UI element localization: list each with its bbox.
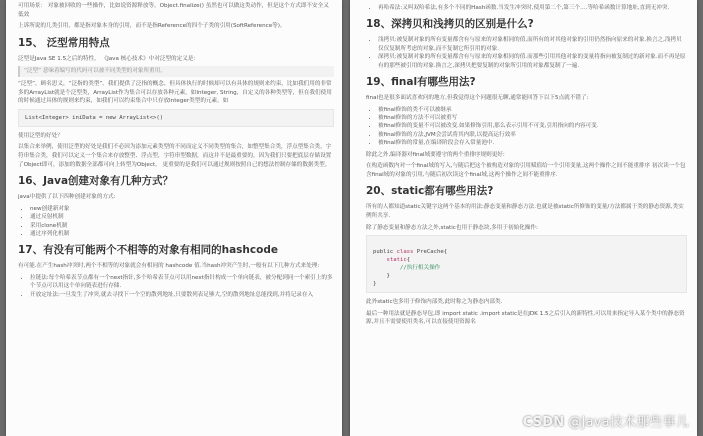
section-heading-18: 18、深拷贝和浅拷贝的区别是什么?	[366, 18, 534, 31]
list-item: • 被final修饰的常量,在编译阶段会存入常量池中.	[378, 139, 687, 147]
bullet-list	[366, 36, 687, 70]
paragraph: 除了静态变量和静态方法之外,static也用于静态块,多用于初始化操作:	[366, 224, 538, 231]
list-item: • 被final修饰的方法不可以被重写	[378, 114, 687, 122]
paragraph: 所有的人都知道static关键字这两个基本的用法:静态变量和静态方法.也就是被static所修饰的变量/方法都属于类的静态资源,类实例所共享.	[366, 204, 684, 220]
bullet-list	[366, 106, 687, 148]
bullet-list	[366, 4, 687, 12]
list-item: • 通过序列化机制	[30, 230, 334, 238]
list-item: • 再哈希法:又叫双哈希法,有多个不同的Hash函数.当发生冲突时,使用第二个,第三个….等哈希函数计算地址,直到无冲突.	[378, 4, 687, 12]
bullet-list	[18, 205, 334, 239]
list-item: • 被final修饰的变量不可以被改变.如果修饰引用,那么表示引用不可变,引用指向的内容可变.	[378, 122, 687, 130]
code-line: public class PreCache{	[373, 249, 448, 256]
section-heading-16: 16、Java创建对象有几种方式？	[18, 175, 174, 188]
blockquote	[18, 66, 334, 77]
list-item: • 被final修饰的类不可以被继承	[378, 106, 687, 114]
paragraph: 此外static也多用于修饰内部类,此时称之为静态内部类.	[366, 299, 503, 306]
section-heading-17: 17、有没有可能两个不相等的对象有相同的hashcode	[18, 244, 278, 257]
intro-paragraph: 上诉所说的几类引用，都是指对象本身的引用，而不是指Reference的四个子类的引用(SoftReference等)。	[18, 23, 286, 30]
paragraph: 在构造函数内对一个final域的写入,与随后把这个被构造对象的引用赋值给一个引用变量,这两个操作之间不能重排序 初次读一个包含final域的对象的引用,与随后初次读这个final域,这两个操作之间不能重排序.	[366, 163, 686, 178]
section-heading-15: 15、 泛型常用特点	[18, 36, 110, 49]
paragraph: 最后一种用法就是静态导包,即 import static .import static是在JDK 1.5之后引入的新特性,可以用来指定导入某个类中的静态资源,并且不需要使用类名,可以直接使用资源名	[366, 310, 685, 326]
paragraph: 泛型是Java SE 1.5之后的特性， 《Java 核心技术》中对泛型的定义是：	[18, 55, 199, 62]
list-item: • 通过反射机制	[30, 213, 334, 221]
paragraph: “泛型”，顾名思义，“泛指的类型”。我们提供了泛指的概念，但具体执行的时候却可以有具体的规则来约束，比如我们用的非常多的ArrayList就是个泛型类，ArrayList作为集合可以存放各种元素，如Integer, String，自定义的各种类型等，但在我们使用的时候通过具体的规则来约束，如我们可以约束集合中只存放Integer类型的元素，如	[18, 80, 332, 105]
list-item: • 被final修饰的方法,JVM会尝试将其内联,以提高运行效率	[378, 131, 687, 139]
section-heading-19: 19、final有哪些用法?	[366, 76, 476, 89]
quote-text: “泛型” 意味着编写的代码可以被不同类型的对象所重用。	[24, 68, 166, 75]
list-item: • 拉链法:每个哈希表节点都有一个next指针,多个哈希表节点可以用next指针构成一个单向链表，被分配到同一个索引上的多个节点可以用这个单向链表进行存储.	[30, 274, 334, 291]
code-line: }	[373, 281, 377, 288]
section-heading-20: 20、static都有哪些用法?	[366, 185, 494, 198]
watermark-handle: @Java技术那些事儿	[568, 415, 689, 430]
paragraph: 有可能.在产生hash冲突时,两个不相等的对象就会有相同的 hashcode 值.当hash冲突产生时,一般有以下几种方式来处理:	[18, 263, 320, 270]
bullet-list	[18, 274, 334, 299]
paragraph: 以集合来举例，使用泛型的好处是我们不必因为添加元素类型的不同而定义不同类型的集合，如整型集合类，浮点型集合类，字符串集合类，我们可以定义一个集合来存放整型、浮点型，字符串型数据，而这并不是最重要的，因为我们只要把底层存储设置了Object即可，添加的数据全部都可向上转型为Object。 更重要的是我们可以通过规则按照自己的想法控制存储的数据类型。	[18, 144, 332, 168]
code-line: static{	[386, 257, 411, 264]
paragraph: 使用泛型的好处？	[18, 132, 63, 139]
intro-paragraph: 可用场景： 对象被回收的一些操作，比如说资源释放等。Object.finalize() 虽然也可以做这类动作，但是这个方式即不安全又低效	[18, 3, 329, 18]
code-line: //执行相关操作	[399, 265, 441, 272]
code-line: }	[373, 273, 390, 280]
code-block	[366, 235, 687, 293]
paragraph: java中提供了以下四种创建对象的方式:	[18, 194, 116, 201]
paragraph: 除此之外,编译器对final域要遵守的两个重排序规则更好:	[366, 151, 505, 158]
document-page-right	[350, 0, 697, 436]
paragraph: final也是很多面试喜欢问的地方,但我觉得这个问题很无聊,通常能回答下以下5点就不错了:	[366, 95, 589, 102]
list-item: • 深拷贝:被复制对象的所有变量都含有与原来的对象相同的值.而那些引用其他对象的变量将指向被复制过的新对象.而不再是原有的那些被引用的对象.换言之,深拷贝把要复制的对象所引用的对象都复制了一遍.	[378, 53, 687, 70]
document-page-left	[6, 0, 342, 436]
list-item: • 浅拷贝:被复制对象的所有变量都含有与原来的对象相同的值,而所有的对其他对象的引用仍然指向原来的对象.换言之,浅拷贝仅仅复制所考虑的对象,而不复制它所引用的对象.	[378, 36, 687, 53]
watermark-brand: CSDN	[522, 415, 565, 430]
csdn-watermark	[523, 411, 689, 430]
list-item: • 采用clone机制	[30, 222, 334, 230]
list-item: • new创建新对象	[30, 205, 334, 213]
list-item: • 开放定址法:一旦发生了冲突,就去寻找下一个空的散列地址,只要散列表足够大,空的散列地址总能找到,并将记录存入	[30, 291, 334, 299]
code-block: List<Integer> iniData = new ArrayList<>()	[18, 109, 334, 127]
